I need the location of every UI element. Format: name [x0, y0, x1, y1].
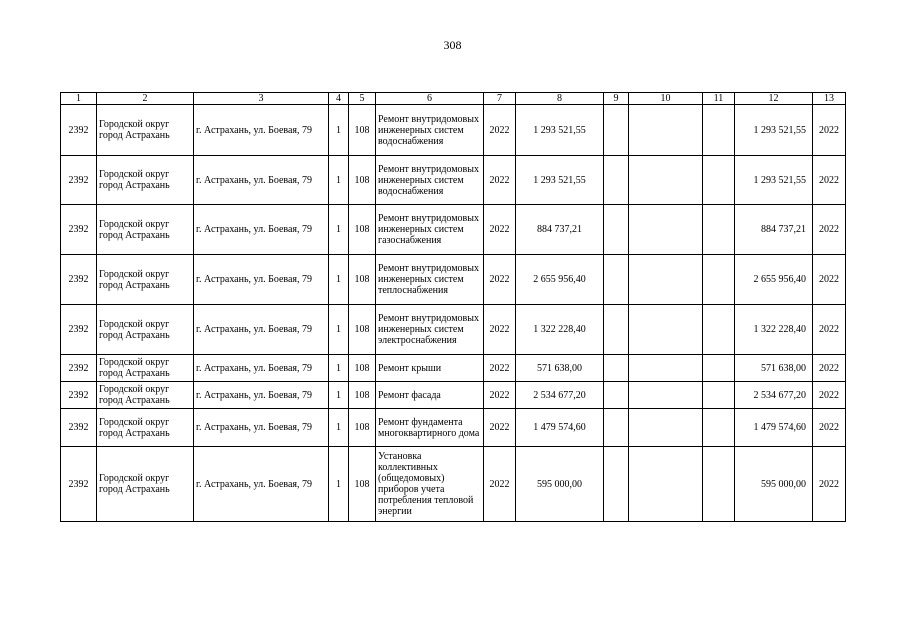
cell-total-cost: 595 000,00: [516, 447, 604, 522]
cell-municipality: Городской округ город Астрахань: [97, 105, 194, 156]
cell-address: г. Астрахань, ул. Боевая, 79: [194, 409, 329, 447]
cell-number: 2392: [61, 305, 97, 355]
cell-number: 2392: [61, 205, 97, 255]
cell-year: 2022: [484, 355, 516, 382]
cell-col4: 1: [329, 205, 349, 255]
cell-funding: 1 293 521,55: [735, 156, 813, 205]
cell-year: 2022: [484, 156, 516, 205]
capital-repair-table: [60, 92, 846, 522]
cell-municipality: Городской округ город Астрахань: [97, 255, 194, 305]
cell-municipality: Городской округ город Астрахань: [97, 305, 194, 355]
cell-col4: 1: [329, 305, 349, 355]
cell-col9: [604, 255, 629, 305]
cell-col10: [629, 305, 703, 355]
cell-col11: [703, 255, 735, 305]
cell-total-cost: 571 638,00: [516, 355, 604, 382]
cell-address: г. Астрахань, ул. Боевая, 79: [194, 382, 329, 409]
cell-municipality: Городской округ город Астрахань: [97, 205, 194, 255]
cell-work-type: Ремонт внутридомовых инженерных систем теплоснабжения: [376, 255, 484, 305]
cell-year: 2022: [484, 105, 516, 156]
cell-address: г. Астрахань, ул. Боевая, 79: [194, 255, 329, 305]
cell-end-year: 2022: [813, 382, 846, 409]
header-cell: 12: [735, 93, 813, 105]
cell-col10: [629, 205, 703, 255]
cell-col5: 108: [349, 409, 376, 447]
cell-col11: [703, 382, 735, 409]
cell-year: 2022: [484, 409, 516, 447]
table-row: [61, 409, 846, 447]
table-row: [61, 382, 846, 409]
cell-col10: [629, 255, 703, 305]
cell-col10: [629, 447, 703, 522]
header-cell: 11: [703, 93, 735, 105]
cell-funding: 571 638,00: [735, 355, 813, 382]
cell-funding: 595 000,00: [735, 447, 813, 522]
cell-year: 2022: [484, 255, 516, 305]
header-cell: 4: [329, 93, 349, 105]
header-cell: 13: [813, 93, 846, 105]
cell-end-year: 2022: [813, 255, 846, 305]
cell-end-year: 2022: [813, 409, 846, 447]
cell-end-year: 2022: [813, 156, 846, 205]
header-cell: 7: [484, 93, 516, 105]
cell-col4: 1: [329, 409, 349, 447]
cell-col9: [604, 447, 629, 522]
cell-number: 2392: [61, 105, 97, 156]
header-cell: 8: [516, 93, 604, 105]
cell-col9: [604, 355, 629, 382]
table-row: [61, 447, 846, 522]
cell-col9: [604, 305, 629, 355]
cell-col5: 108: [349, 305, 376, 355]
cell-municipality: Городской округ город Астрахань: [97, 382, 194, 409]
cell-col5: 108: [349, 205, 376, 255]
cell-col4: 1: [329, 105, 349, 156]
cell-col11: [703, 447, 735, 522]
header-cell: 6: [376, 93, 484, 105]
cell-col10: [629, 355, 703, 382]
cell-work-type: Ремонт внутридомовых инженерных систем газоснабжения: [376, 205, 484, 255]
cell-year: 2022: [484, 205, 516, 255]
cell-funding: 884 737,21: [735, 205, 813, 255]
cell-municipality: Городской округ город Астрахань: [97, 355, 194, 382]
cell-total-cost: 884 737,21: [516, 205, 604, 255]
cell-col9: [604, 205, 629, 255]
cell-funding: 1 322 228,40: [735, 305, 813, 355]
header-cell: 1: [61, 93, 97, 105]
cell-end-year: 2022: [813, 305, 846, 355]
cell-col4: 1: [329, 255, 349, 305]
cell-col5: 108: [349, 156, 376, 205]
cell-col10: [629, 382, 703, 409]
header-cell: 10: [629, 93, 703, 105]
cell-funding: 2 534 677,20: [735, 382, 813, 409]
cell-address: г. Астрахань, ул. Боевая, 79: [194, 205, 329, 255]
cell-col10: [629, 105, 703, 156]
cell-col11: [703, 156, 735, 205]
cell-col9: [604, 105, 629, 156]
header-cell: 9: [604, 93, 629, 105]
cell-address: г. Астрахань, ул. Боевая, 79: [194, 305, 329, 355]
cell-col11: [703, 205, 735, 255]
cell-address: г. Астрахань, ул. Боевая, 79: [194, 156, 329, 205]
table-row: [61, 156, 846, 205]
cell-total-cost: 1 293 521,55: [516, 105, 604, 156]
cell-col5: 108: [349, 355, 376, 382]
cell-work-type: Ремонт фундамента многоквартирного дома: [376, 409, 484, 447]
cell-total-cost: 1 479 574,60: [516, 409, 604, 447]
cell-end-year: 2022: [813, 447, 846, 522]
column-number-row: [61, 93, 846, 105]
cell-end-year: 2022: [813, 205, 846, 255]
cell-col10: [629, 409, 703, 447]
table-row: [61, 355, 846, 382]
cell-col9: [604, 382, 629, 409]
cell-address: г. Астрахань, ул. Боевая, 79: [194, 447, 329, 522]
cell-number: 2392: [61, 255, 97, 305]
cell-number: 2392: [61, 382, 97, 409]
table-row: [61, 105, 846, 156]
cell-col5: 108: [349, 447, 376, 522]
cell-col9: [604, 409, 629, 447]
cell-col4: 1: [329, 355, 349, 382]
table-row: [61, 255, 846, 305]
cell-funding: 1 293 521,55: [735, 105, 813, 156]
cell-year: 2022: [484, 305, 516, 355]
cell-col5: 108: [349, 382, 376, 409]
cell-work-type: Ремонт крыши: [376, 355, 484, 382]
header-cell: 3: [194, 93, 329, 105]
header-cell: 5: [349, 93, 376, 105]
cell-year: 2022: [484, 447, 516, 522]
cell-funding: 2 655 956,40: [735, 255, 813, 305]
cell-total-cost: 2 655 956,40: [516, 255, 604, 305]
cell-col11: [703, 105, 735, 156]
cell-col5: 108: [349, 255, 376, 305]
cell-col11: [703, 409, 735, 447]
cell-municipality: Городской округ город Астрахань: [97, 409, 194, 447]
table-body: [61, 105, 846, 522]
cell-work-type: Ремонт внутридомовых инженерных систем водоснабжения: [376, 156, 484, 205]
cell-total-cost: 2 534 677,20: [516, 382, 604, 409]
cell-col9: [604, 156, 629, 205]
page-number: 308: [443, 38, 462, 52]
cell-number: 2392: [61, 156, 97, 205]
cell-number: 2392: [61, 355, 97, 382]
cell-total-cost: 1 322 228,40: [516, 305, 604, 355]
cell-end-year: 2022: [813, 105, 846, 156]
cell-col4: 1: [329, 447, 349, 522]
cell-col4: 1: [329, 382, 349, 409]
cell-work-type: Ремонт фасада: [376, 382, 484, 409]
cell-col4: 1: [329, 156, 349, 205]
cell-address: г. Астрахань, ул. Боевая, 79: [194, 355, 329, 382]
table-row: [61, 305, 846, 355]
cell-total-cost: 1 293 521,55: [516, 156, 604, 205]
cell-number: 2392: [61, 409, 97, 447]
table-row: [61, 205, 846, 255]
cell-municipality: Городской округ город Астрахань: [97, 447, 194, 522]
cell-municipality: Городской округ город Астрахань: [97, 156, 194, 205]
cell-col11: [703, 355, 735, 382]
header-cell: 2: [97, 93, 194, 105]
cell-number: 2392: [61, 447, 97, 522]
cell-col5: 108: [349, 105, 376, 156]
cell-address: г. Астрахань, ул. Боевая, 79: [194, 105, 329, 156]
cell-col10: [629, 156, 703, 205]
cell-end-year: 2022: [813, 355, 846, 382]
cell-funding: 1 479 574,60: [735, 409, 813, 447]
cell-work-type: Установка коллективных (общедомовых) приборов учета потребления тепловой энергии: [376, 447, 484, 522]
cell-year: 2022: [484, 382, 516, 409]
table-header: [61, 93, 846, 105]
cell-work-type: Ремонт внутридомовых инженерных систем электроснабжения: [376, 305, 484, 355]
cell-col11: [703, 305, 735, 355]
cell-work-type: Ремонт внутридомовых инженерных систем водоснабжения: [376, 105, 484, 156]
